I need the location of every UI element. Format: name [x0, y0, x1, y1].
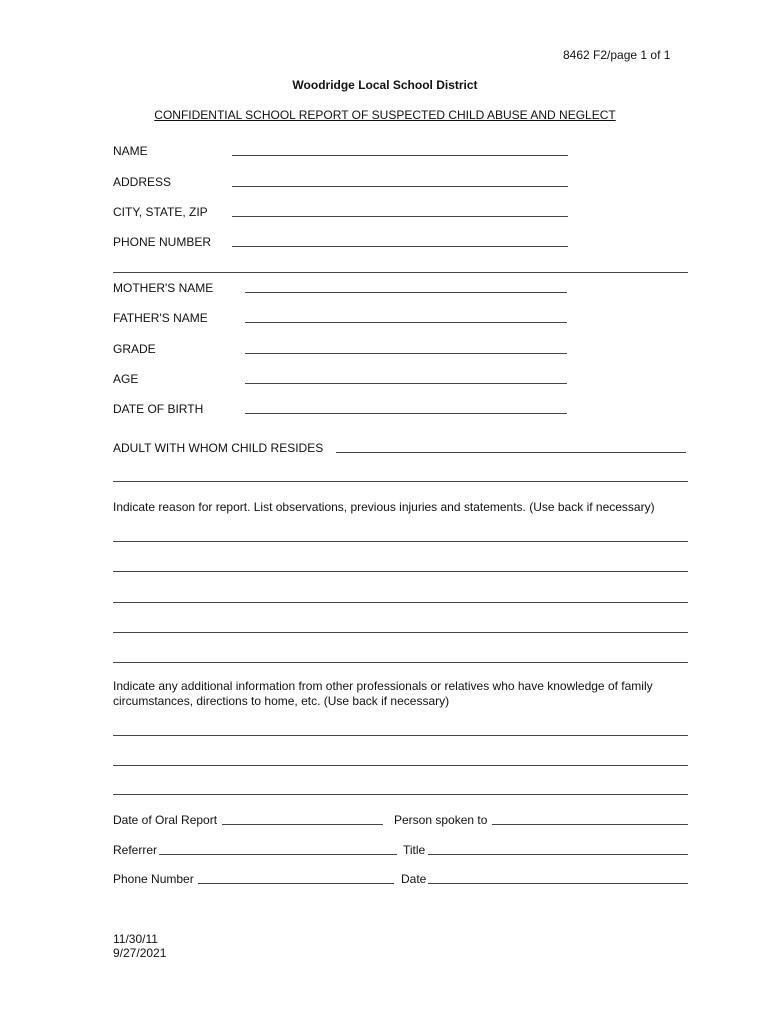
address-label: ADDRESS: [113, 175, 172, 189]
fathers-name-label: FATHER'S NAME: [113, 311, 208, 325]
mothers-name-label: MOTHER'S NAME: [113, 281, 214, 295]
name-field[interactable]: [232, 155, 568, 156]
date-of-oral-report-label: Date of Oral Report: [113, 813, 218, 827]
title-field[interactable]: [428, 854, 688, 855]
city-state-zip-label: CITY, STATE, ZIP: [113, 205, 208, 219]
age-field[interactable]: [245, 383, 567, 384]
grade-field[interactable]: [245, 353, 567, 354]
referrer-label: Referrer: [113, 843, 158, 857]
reason-line[interactable]: [113, 602, 688, 603]
date-of-birth-field[interactable]: [245, 413, 567, 414]
footer-date-1: 11/30/11: [113, 932, 158, 946]
additional-info-label-line1: Indicate any additional information from other professionals or relatives who have knowledge of family: [113, 679, 653, 693]
adult-resides-label: ADULT WITH WHOM CHILD RESIDES: [113, 441, 324, 455]
adult-resides-field-line2[interactable]: [113, 481, 688, 482]
address-field[interactable]: [232, 186, 568, 187]
fathers-name-field[interactable]: [245, 322, 567, 323]
grade-label: GRADE: [113, 342, 156, 356]
additional-info-line[interactable]: [113, 765, 688, 766]
age-label: AGE: [113, 372, 139, 386]
form-number: 8462 F2/page 1 of 1: [563, 48, 671, 62]
referrer-field[interactable]: [159, 854, 397, 855]
date-label: Date: [401, 872, 427, 886]
date-of-oral-report-field[interactable]: [222, 824, 383, 825]
additional-info-line[interactable]: [113, 794, 688, 795]
person-spoken-to-field[interactable]: [492, 824, 688, 825]
date-of-birth-label: DATE OF BIRTH: [113, 402, 204, 416]
adult-resides-field[interactable]: [336, 452, 686, 453]
additional-info-line[interactable]: [113, 735, 688, 736]
person-spoken-to-label: Person spoken to: [394, 813, 488, 827]
reason-line[interactable]: [113, 541, 688, 542]
reason-label: Indicate reason for report. List observations, previous injuries and statements. (Use back if necessary): [113, 500, 655, 514]
reason-line[interactable]: [113, 632, 688, 633]
referrer-phone-number-field[interactable]: [198, 883, 394, 884]
divider-line: [113, 272, 688, 273]
phone-number-field[interactable]: [232, 246, 568, 247]
title-label: Title: [403, 843, 426, 857]
reason-line[interactable]: [113, 571, 688, 572]
referrer-phone-number-label: Phone Number: [113, 872, 194, 886]
footer-date-2: 9/27/2021: [113, 946, 167, 960]
name-label: NAME: [113, 144, 148, 158]
date-field[interactable]: [428, 883, 688, 884]
city-state-zip-field[interactable]: [232, 216, 568, 217]
form-title: CONFIDENTIAL SCHOOL REPORT OF SUSPECTED CHILD ABUSE AND NEGLECT: [154, 108, 616, 122]
additional-info-label-line2: circumstances, directions to home, etc. (Use back if necessary): [113, 694, 450, 708]
district-name: Woodridge Local School District: [292, 78, 478, 92]
reason-line[interactable]: [113, 662, 688, 663]
mothers-name-field[interactable]: [245, 292, 567, 293]
phone-number-label: PHONE NUMBER: [113, 235, 212, 249]
